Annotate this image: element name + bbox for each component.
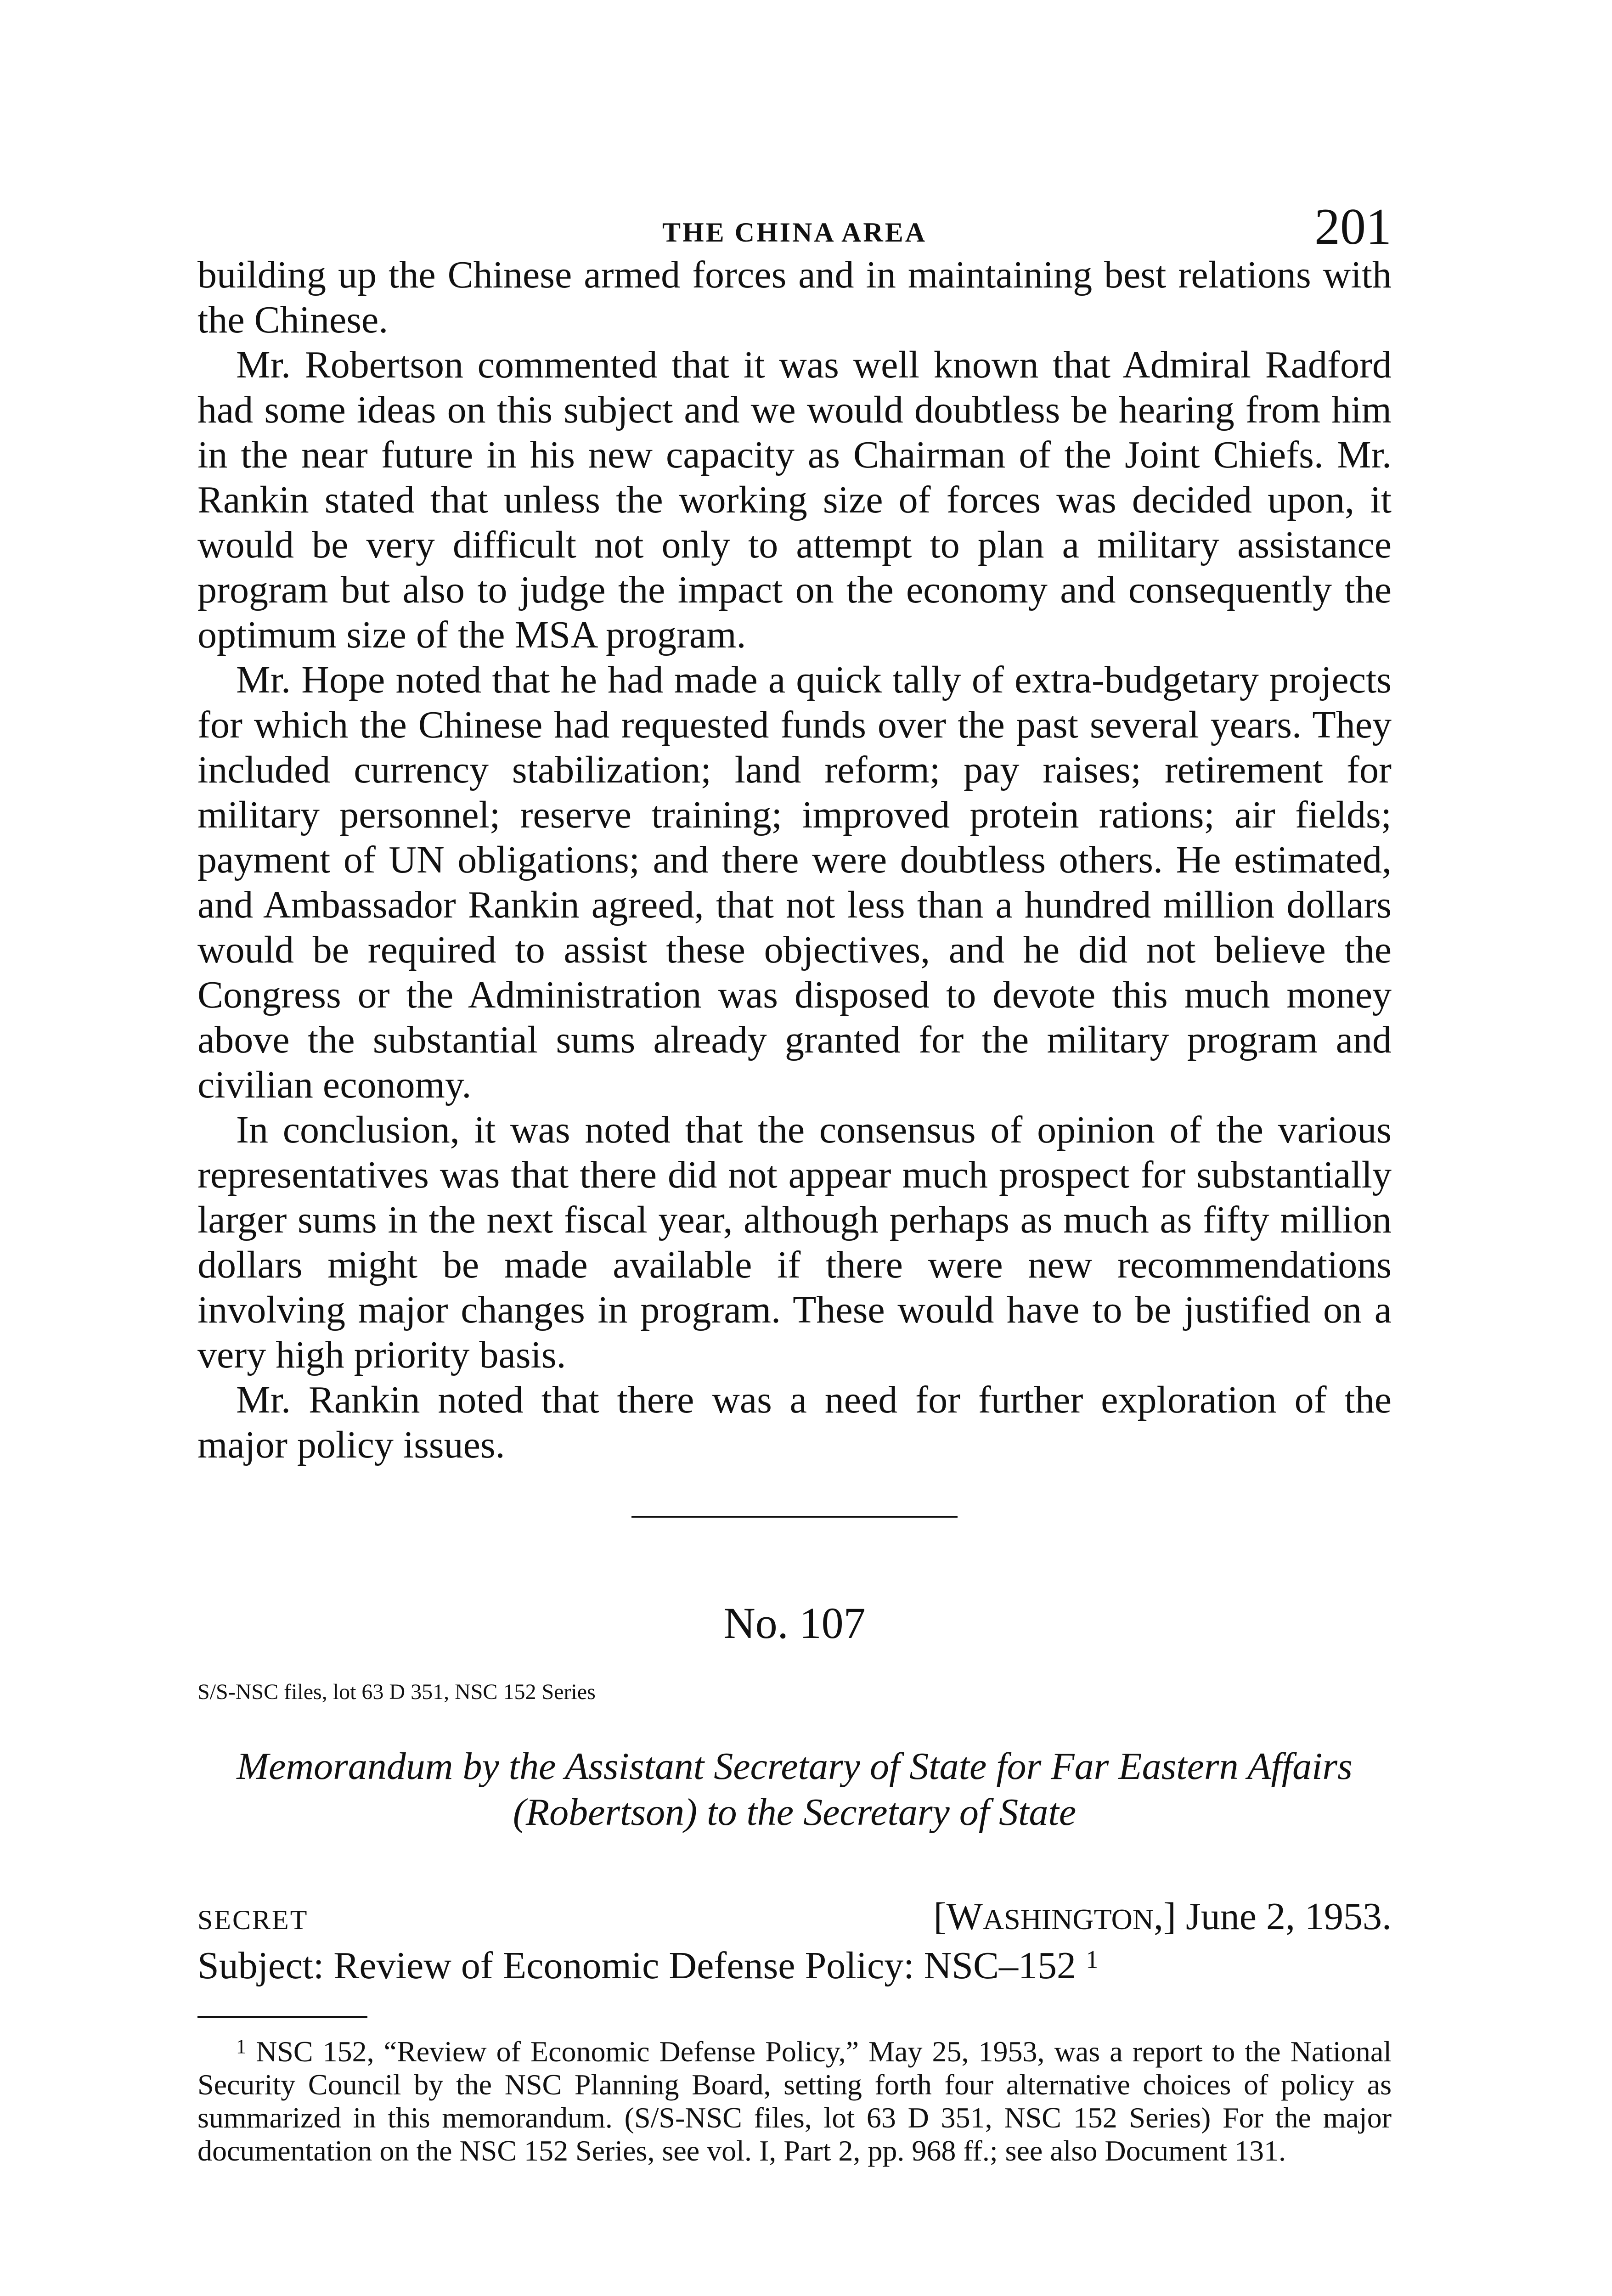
page-number: 201 xyxy=(1314,198,1392,255)
place-smallcaps: ASHINGTON xyxy=(982,1903,1154,1936)
paragraph: Mr. Robertson commented that it was well known that Admiral Radford had some ideas on this subject and we would doubtless be hearing from him in the near future in his new capacity as Chairman of the Joint Chiefs. Mr. Rankin stated that unless the working size of forces was decided upon, it would be very difficult not only to attempt to plan a military assistance program but also to judge the impact on the economy and consequently the optimum size of the MSA program. xyxy=(197,343,1392,656)
paragraph: Mr. Rankin noted that there was a need for further exploration of the major policy issues. xyxy=(197,1379,1392,1466)
memo-date: June 2, 1953. xyxy=(1186,1895,1392,1938)
section-divider xyxy=(631,1516,958,1518)
place-open: [W xyxy=(933,1895,983,1938)
memorandum-title: Memorandum by the Assistant Secretary of State for Far Eastern Affairs (Robertson) to the Secretary of State xyxy=(237,1745,1353,1834)
memo-meta-row xyxy=(197,1894,1392,1942)
footnote-number: 1 xyxy=(236,2035,246,2058)
paragraph: In conclusion, it was noted that the consensus of opinion of the various representatives was that there did not appear much prospect for substantially larger sums in the next fiscal year, although perhaps as much as fifty million dollars might be made available if there were new recommendations involving major changes in program. These would have to be justified on a very high priority basis. xyxy=(197,1109,1392,1376)
footnote-reference: 1 xyxy=(1086,1946,1099,1974)
paragraph: building up the Chinese armed forces and in maintaining best relations with the Chinese. xyxy=(197,253,1392,341)
footnote-divider xyxy=(197,2016,367,2018)
footnote-text: NSC 152, “Review of Economic Defense Policy,” May 25, 1953, was a report to the National Security Council by the NSC Planning Board, setting forth four alternative choices of policy as summarized in this memorandum. (S/S-NSC files, lot 63 D 351, NSC 152 Series) For the major documentation on the NSC 152 Series, see vol. I, Part 2, pp. 968 ff.; see also Document 131. xyxy=(197,2035,1392,2167)
paragraph: Mr. Hope noted that he had made a quick tally of extra-budgetary projects for which the Chinese had requested funds over the past several years. They included currency stabilization; land reform; pay raises; retirement for military personnel; reserve training; improved protein rations; air fields; payment of UN obligations; and there were doubtless others. He estimated, and Ambassador Rankin agreed, that not less than a hundred million dollars would be required to assist these objectives, and he did not believe the Congress or the Administration was disposed to devote this much money above the substantial sums already granted for the military program and civilian economy. xyxy=(197,658,1392,1106)
running-header xyxy=(197,197,1392,253)
subject-text: Subject: Review of Economic Defense Policy: NSC–152 xyxy=(197,1944,1077,1987)
place-close: ,] xyxy=(1154,1895,1177,1938)
document-page xyxy=(197,197,1392,2167)
source-citation: S/S-NSC files, lot 63 D 351, NSC 152 Series xyxy=(197,1680,596,1704)
footnote xyxy=(197,2035,1392,2167)
subject-line xyxy=(197,1943,1392,1988)
classification-label: SECRET xyxy=(197,1905,309,1935)
document-number: No. 107 xyxy=(723,1598,866,1648)
running-title: THE CHINA AREA xyxy=(662,217,927,248)
place-date xyxy=(934,1894,1392,1942)
body-text xyxy=(197,253,1392,1468)
